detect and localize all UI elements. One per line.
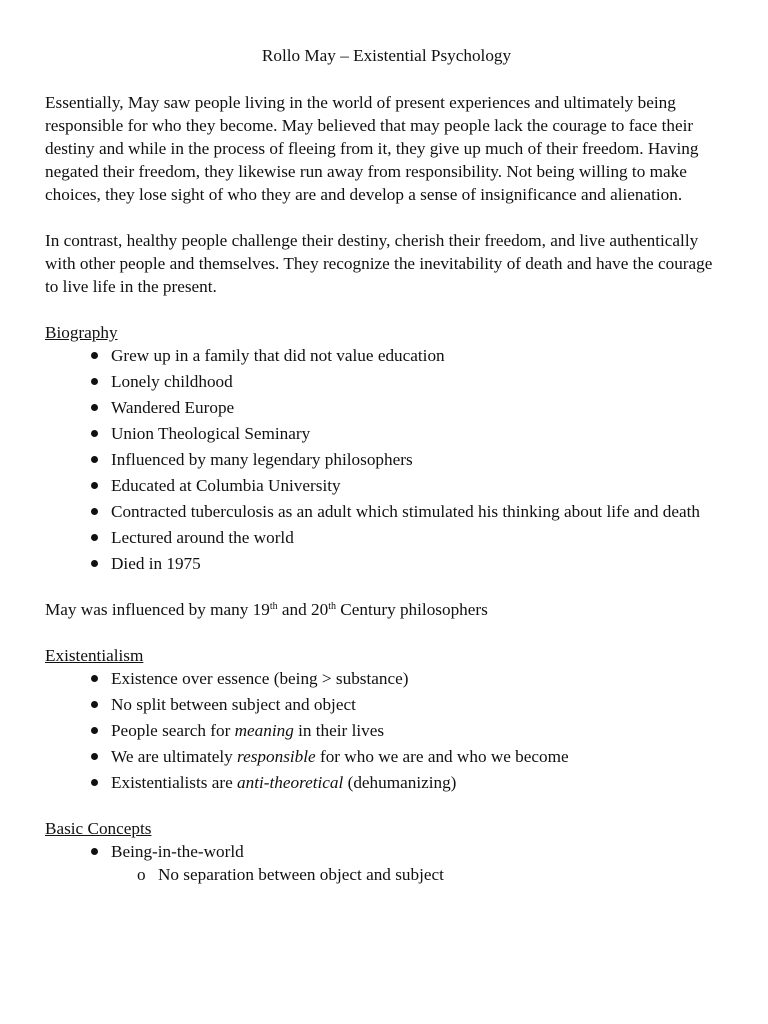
item-text: for who we are and who we become xyxy=(315,747,569,766)
item-emphasis: anti-theoretical xyxy=(237,773,344,792)
list-item xyxy=(111,840,728,886)
biography-list xyxy=(45,344,728,575)
item-text: Existentialists are xyxy=(111,773,238,792)
list-item xyxy=(111,719,728,742)
list-item: Grew up in a family that did not value education xyxy=(111,344,728,367)
sub-list-item: o No separation between object and subject xyxy=(158,863,728,886)
biography-section xyxy=(45,321,728,575)
list-item: Existence over essence (being > substance) xyxy=(111,667,728,690)
intro-paragraph-2: In contrast, healthy people challenge their destiny, cherish their freedom, and live authentically with other people and themselves. They recognize the inevitability of death and have the courage to live life in the present. xyxy=(45,231,713,296)
influence-sup-2: th xyxy=(328,601,336,612)
item-text: (dehumanizing) xyxy=(343,773,457,792)
biography-heading: Biography xyxy=(45,323,118,342)
list-item: Wandered Europe xyxy=(111,396,728,419)
list-item: Died in 1975 xyxy=(111,552,728,575)
basic-concepts-heading: Basic Concepts xyxy=(45,819,152,838)
basic-concepts-section xyxy=(45,817,728,886)
list-item xyxy=(111,745,728,768)
existentialism-list xyxy=(45,667,728,794)
list-item: No split between subject and object xyxy=(111,693,728,716)
influence-paragraph xyxy=(45,598,728,621)
intro-paragraph-1: Essentially, May saw people living in the world of present experiences and ultimately being responsible for who they become. May believed that may people lack the courage to face their destiny and while in the process of fleeing from it, they give up much of their freedom. Having negated their freedom, they likewise run away from responsibility. Not being willing to make choices, they lose sight of who they are and develop a sense of insignificance and alienation. xyxy=(45,93,699,204)
influence-text-pre: May was influenced by many 19 xyxy=(45,600,270,619)
list-item: Union Theological Seminary xyxy=(111,422,728,445)
list-item: Lonely childhood xyxy=(111,370,728,393)
item-text: in their lives xyxy=(293,721,385,740)
influence-text-post: Century philosophers xyxy=(336,600,488,619)
list-item xyxy=(111,771,728,794)
item-text: Being-in-the-world xyxy=(111,842,244,861)
list-item: Educated at Columbia University xyxy=(111,474,728,497)
item-emphasis: responsible xyxy=(237,747,316,766)
list-item: Lectured around the world xyxy=(111,526,728,549)
basic-concepts-list xyxy=(45,840,728,886)
item-text: People search for xyxy=(111,721,235,740)
existentialism-section xyxy=(45,644,728,794)
list-item: Contracted tuberculosis as an adult which stimulated his thinking about life and death xyxy=(111,500,728,523)
influence-sup-1: th xyxy=(269,601,278,612)
item-emphasis: meaning xyxy=(234,721,294,740)
basic-concepts-sublist xyxy=(111,863,728,886)
item-text: We are ultimately xyxy=(111,747,238,766)
document-title: Rollo May – Existential Psychology xyxy=(261,46,512,65)
list-item: Influenced by many legendary philosophers xyxy=(111,448,728,471)
influence-text-mid: and 20 xyxy=(277,600,329,619)
existentialism-heading: Existentialism xyxy=(45,646,144,665)
